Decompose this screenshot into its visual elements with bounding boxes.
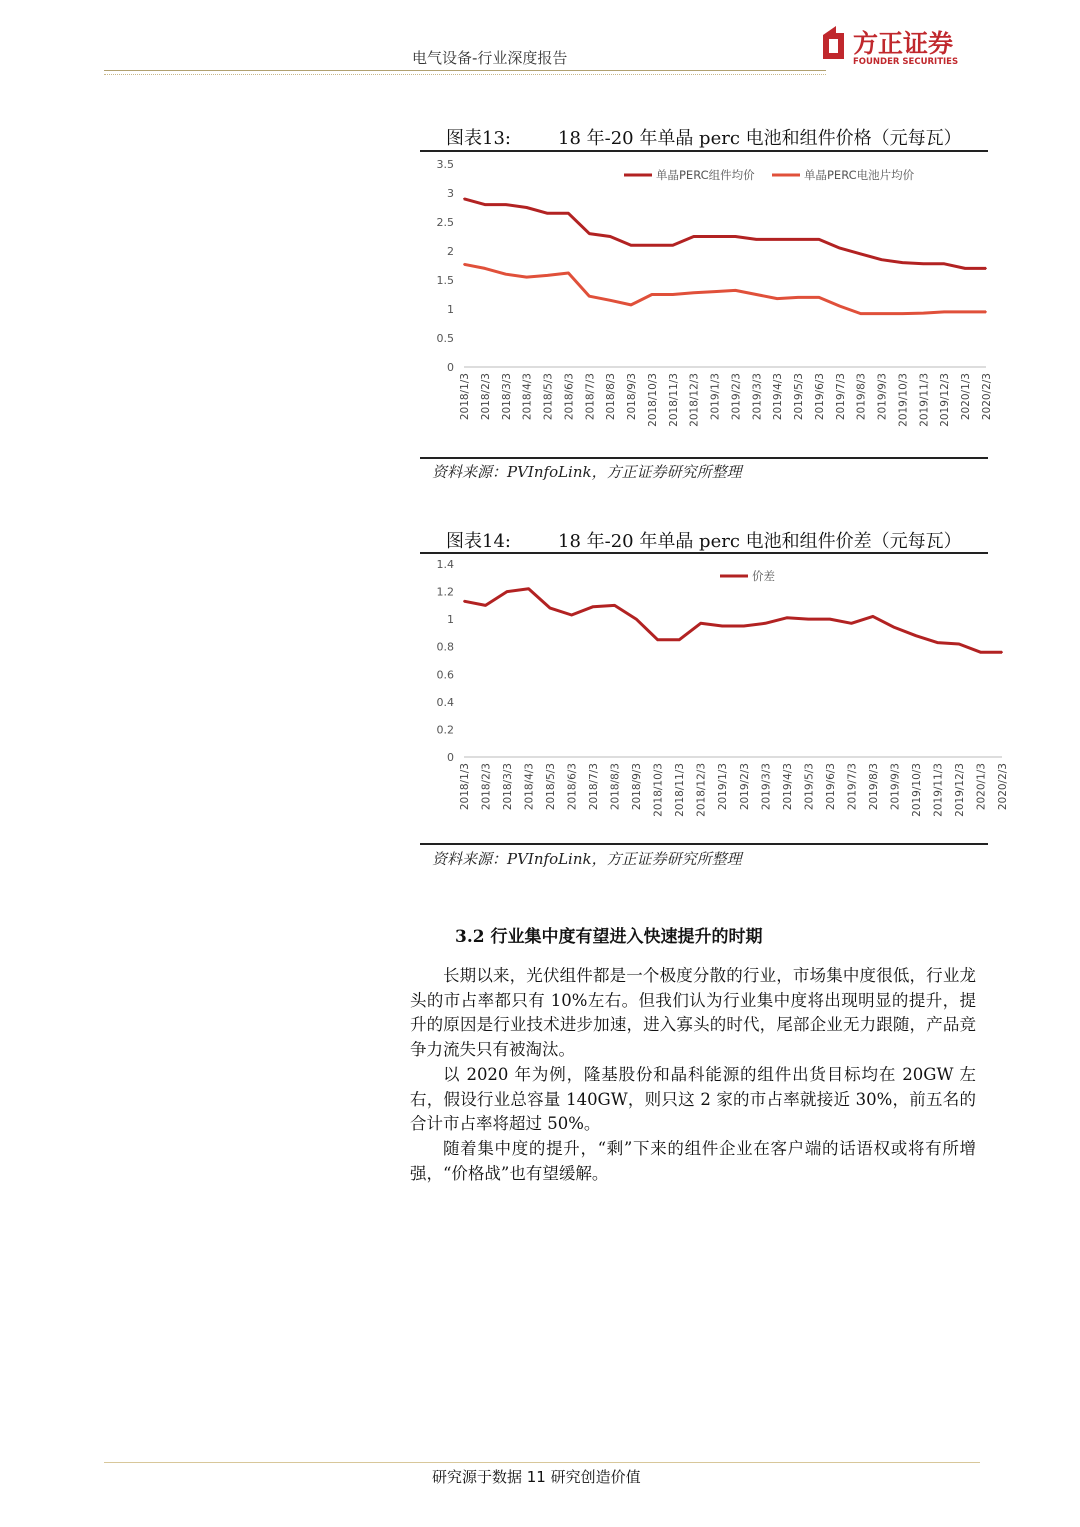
chart14-x-tick-label: 2019/9/3 [889,763,902,811]
chart13-legend-label-2: 单晶PERC电池片均价 [804,168,915,182]
chart13-data-point [568,272,570,274]
chart13-y-tick-label: 0 [447,361,454,374]
chart13-data-point [609,236,611,238]
chart13-data-point [755,239,757,241]
chart14-data-point [528,588,530,590]
chart14-data-point [700,622,702,624]
chart13-data-point [881,313,883,315]
chart-13 [420,152,993,456]
chart14-data-point [786,617,788,619]
chart13-x-tick-label: 2018/8/3 [605,373,618,421]
chart13-data-point [505,204,507,206]
chart13-x-tick-label: 2019/2/3 [730,373,743,421]
chart14-data-point [872,616,874,618]
founder-securities-logo [820,22,985,70]
chart14-x-tick-label: 2018/1/3 [459,763,471,811]
chart14-data-point [980,651,982,653]
chart14-x-tick-label: 2018/8/3 [609,763,622,811]
chart13-data-point [693,236,695,238]
chart13-data-point [505,273,507,275]
chart14-y-tick-label: 0.6 [436,668,454,682]
chart14-x-tick-label: 2018/4/3 [523,763,536,811]
chart13-y-tick-label: 3 [447,187,454,200]
chart13-data-point [839,247,841,249]
paragraph-2: 以 2020 年为例，隆基股份和晶科能源的组件出货目标均在 20GW 左右，假设行业总容量 140GW，则只这 2 家的市占率就接近 30%，前五名的合计市占率将超过 50%。 [410,1065,976,1133]
chart13-y-tick-label: 2 [447,245,454,258]
chart13-data-point [547,212,549,214]
chart13-x-tick-label: 2018/3/3 [500,373,513,421]
chart13-x-tick-label: 2018/12/3 [688,373,701,427]
chart13-x-tick-label: 2020/2/3 [981,373,993,421]
paragraph-3: 随着集中度的提升，“剩”下来的组件企业在客户端的话语权或将有所增强，“价格战”也有望缓解。 [410,1139,976,1183]
chart13-x-tick-label: 2019/1/3 [709,373,722,421]
chart13-x-tick-label: 2018/6/3 [563,373,576,421]
chart13-data-point [735,290,737,292]
chart13-data-point [776,298,778,300]
chart14-x-tick-label: 2018/3/3 [502,763,515,811]
chart13-data-point [943,263,945,265]
chart14-data-point [894,627,896,629]
chart14-x-tick-label: 2019/3/3 [760,763,773,811]
chart13-series-line-1 [464,199,986,269]
footer-text: 研究源于数据 11 研究创造价值 [432,1468,641,1486]
chart14-x-tick-label: 2019/1/3 [717,763,730,811]
chart13-data-point [923,263,925,265]
chart13-data-point [526,276,528,278]
chart14-x-tick-label: 2019/5/3 [803,763,816,811]
chart13-x-tick-label: 2019/9/3 [876,372,889,421]
chart14-data-point [851,622,853,624]
chart14-x-tick-label: 2018/6/3 [566,763,579,811]
chart14-data-point [743,625,745,627]
chart14-data-point [592,606,594,608]
chart14-x-tick-label: 2020/1/3 [975,763,988,811]
chart13-data-point [860,313,862,315]
chart13-data-point [985,268,987,270]
figure-13-title [420,124,988,150]
chart14-x-tick-label: 2019/7/3 [846,763,859,811]
chart14-data-point [614,605,616,607]
header-title: 电气设备-行业深度报告 [412,49,568,67]
chart13-data-point [776,239,778,241]
chart13-y-tick-label: 2.5 [436,216,454,229]
chart14-x-tick-label: 2019/12/3 [953,763,966,817]
chart13-x-tick-label: 2019/5/3 [793,373,806,421]
chart13-data-point [463,263,465,265]
chart14-x-tick-label: 2019/4/3 [781,763,794,811]
chart14-data-point [915,635,917,637]
chart14-legend-label-1: 价差 [752,569,775,583]
chart14-data-point [764,622,766,624]
chart14-x-tick-label: 2018/9/3 [631,763,644,811]
chart13-x-tick-label: 2019/8/3 [855,373,868,421]
chart13-x-tick-label: 2019/4/3 [772,373,785,421]
chart13-data-point [714,236,716,238]
chart14-data-point [506,591,508,593]
chart13-data-point [588,233,590,235]
chart14-y-tick-label: 0.4 [436,695,454,709]
chart13-x-tick-label: 2018/2/3 [479,373,492,421]
chart14-y-tick-label: 1.4 [436,558,454,571]
chart14-data-point [937,642,939,644]
chart14-series-line-1 [464,589,1002,652]
chart13-data-point [526,207,528,209]
chart13-data-point [943,311,945,313]
chart13-data-point [630,244,632,246]
chart14-data-point [678,639,680,641]
figure-14-label: 图表14: [446,531,511,552]
figure-13-label: 图表13: [446,128,511,149]
figure-13-caption: 18 年-20 年单晶 perc 电池和组件价格（元每瓦） [558,128,962,149]
header-dotted-rule [104,74,826,75]
chart13-y-tick-label: 3.5 [436,158,454,171]
chart13-data-point [902,313,904,315]
chart14-x-tick-label: 2018/5/3 [545,763,558,811]
chart13-data-point [651,244,653,246]
chart14-y-tick-label: 0.2 [436,723,454,737]
chart13-x-tick-label: 2019/10/3 [897,372,910,427]
chart13-data-point [755,294,757,296]
chart13-data-point [714,291,716,293]
chart13-x-tick-label: 2019/3/3 [751,373,764,421]
chart14-y-tick-label: 1.2 [436,585,454,599]
header-rule [104,70,826,71]
chart13-data-point [985,311,987,313]
chart14-x-tick-label: 2019/8/3 [867,763,880,811]
chart13-data-point [547,275,549,277]
figure-13-bottom-rule [420,457,988,459]
chart13-x-tick-label: 2019/12/3 [939,373,952,427]
figure-14-source: 资料来源：PVInfoLink，方正证券研究所整理 [432,850,742,868]
chart13-data-point [839,305,841,307]
figure-14-bottom-rule [420,843,988,845]
chart13-data-point [818,297,820,299]
chart13-legend-label-1: 单晶PERC组件均价 [656,168,755,182]
chart14-y-tick-label: 0 [447,751,454,764]
chart14-x-tick-label: 2018/7/3 [588,763,601,811]
chart14-x-tick-label: 2019/2/3 [738,763,751,811]
chart13-series-line-2 [464,264,986,313]
chart13-data-point [484,268,486,270]
chart14-data-point [958,643,960,645]
figure-13-source: 资料来源：PVInfoLink，方正证券研究所整理 [432,463,742,481]
chart13-x-tick-label: 2018/9/3 [626,373,639,421]
chart13-x-tick-label: 2020/1/3 [960,373,973,421]
chart13-data-point [902,262,904,264]
chart13-data-point [860,253,862,255]
chart13-x-tick-label: 2018/7/3 [584,373,597,421]
chart-14 [420,554,1008,842]
footer-rule [104,1462,980,1463]
chart13-data-point [964,311,966,313]
chart13-data-point [588,295,590,297]
chart13-x-tick-label: 2019/6/3 [813,373,826,421]
chart13-data-point [609,299,611,301]
chart14-data-point [549,607,551,609]
chart14-x-tick-label: 2020/2/3 [997,763,1009,811]
chart14-data-point [571,614,573,616]
chart13-data-point [672,294,674,296]
chart14-data-point [721,625,723,627]
chart14-x-tick-label: 2018/11/3 [674,763,687,817]
chart13-x-tick-label: 2019/7/3 [834,373,847,421]
chart13-data-point [818,239,820,241]
logo-subtext: FOUNDER SECURITIES [853,57,959,67]
logo-text: 方正证券 [853,29,954,58]
chart13-data-point [463,198,465,200]
chart14-data-point [463,600,465,602]
chart14-x-tick-label: 2019/10/3 [910,763,923,817]
chart13-data-point [484,204,486,206]
figure-14-caption: 18 年-20 年单晶 perc 电池和组件价差（元每瓦） [558,531,962,552]
chart13-x-tick-label: 2019/11/3 [918,373,931,427]
chart14-data-point [657,639,659,641]
chart14-y-tick-label: 0.8 [436,640,454,654]
chart13-y-tick-label: 0.5 [436,332,454,345]
chart13-y-tick-label: 1 [447,303,454,316]
chart14-x-tick-label: 2019/11/3 [932,763,945,817]
chart14-data-point [829,618,831,620]
chart13-data-point [735,236,737,238]
chart14-y-tick-label: 1 [447,613,454,627]
figure-14-title [420,527,988,553]
chart13-x-tick-label: 2018/1/3 [459,373,471,421]
chart13-data-point [630,304,632,306]
chart14-data-point [485,605,487,607]
chart13-x-tick-label: 2018/5/3 [542,373,555,421]
chart13-data-point [693,292,695,294]
chart13-data-point [651,294,653,296]
chart13-data-point [964,268,966,270]
chart14-x-tick-label: 2019/6/3 [824,763,837,811]
chart13-data-point [797,239,799,241]
paragraph-1: 长期以来，光伏组件都是一个极度分散的行业，市场集中度很低，行业龙头的市占率都只有 10%左右。但我们认为行业集中度将出现明显的提升，提升的原因是行业技术进步加速，进入寡头的时代，尾部企业无力跟随，产品竞争力流失只有被淘汰。 [410,966,976,1059]
chart14-data-point [635,618,637,620]
chart14-x-tick-label: 2018/2/3 [480,763,493,811]
chart13-data-point [881,259,883,261]
chart13-x-tick-label: 2018/11/3 [667,373,680,427]
chart13-x-tick-label: 2018/10/3 [646,373,659,427]
chart13-data-point [797,297,799,299]
chart13-data-point [672,244,674,246]
chart13-y-tick-label: 1.5 [436,274,454,287]
chart14-x-tick-label: 2018/12/3 [695,763,708,817]
chart13-data-point [923,312,925,314]
chart14-data-point [807,618,809,620]
chart13-x-tick-label: 2018/4/3 [521,373,534,421]
chart13-data-point [568,212,570,214]
chart14-x-tick-label: 2018/10/3 [652,763,665,817]
chart14-data-point [1001,651,1003,653]
section-heading: 3.2 行业集中度有望进入快速提升的时期 [455,927,763,947]
